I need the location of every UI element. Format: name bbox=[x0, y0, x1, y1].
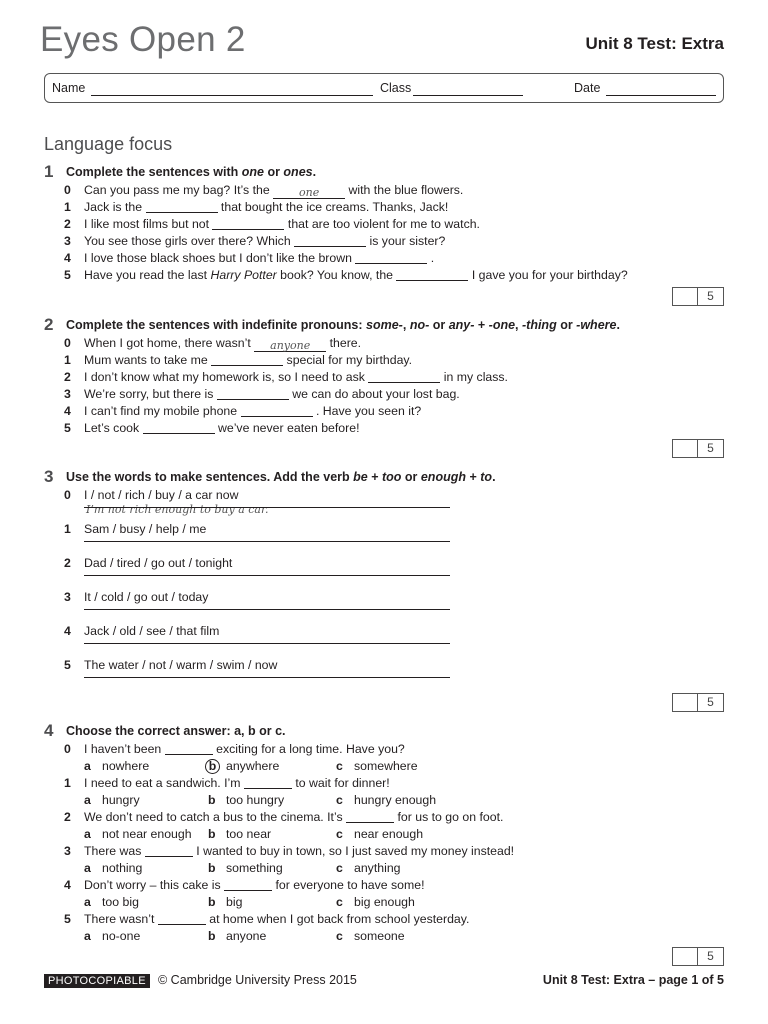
question-item: 0 Can you pass me my bag? It’s the one with the blue flowers. bbox=[64, 183, 464, 199]
answer-blank bbox=[145, 844, 193, 857]
answer-line[interactable] bbox=[84, 609, 450, 610]
option-b[interactable]: b bbox=[208, 861, 216, 875]
sentence-item: 0 I / not / rich / buy / a car now I’m not rich enough to buy a car. bbox=[44, 487, 734, 521]
date-label: Date bbox=[574, 81, 601, 95]
answer-blank bbox=[244, 776, 292, 789]
question-item: 5 There wasn’t at home when I got back from school yesterday. bbox=[64, 912, 470, 926]
score-box: 5 bbox=[672, 693, 724, 712]
option-a[interactable]: a bbox=[84, 793, 91, 807]
student-info-box bbox=[44, 73, 724, 103]
option-row: a hungry b too hungry c hungry enough bbox=[84, 793, 437, 807]
answer-blank[interactable] bbox=[211, 353, 283, 366]
sentence-item: 2 Dad / tired / go out / tonight bbox=[44, 555, 734, 589]
answer-blank[interactable] bbox=[217, 387, 289, 400]
option-b[interactable]: b bbox=[208, 895, 216, 909]
answer-line[interactable] bbox=[84, 643, 450, 644]
question-item: 3 You see those girls over there? Which is your sister? bbox=[64, 234, 446, 248]
exercise-number: 4 bbox=[44, 721, 54, 740]
option-row: a not near enough b too near c near enough bbox=[84, 827, 424, 841]
answer-blank[interactable] bbox=[355, 251, 427, 264]
exercise-2-heading bbox=[44, 315, 734, 335]
option-a[interactable]: a bbox=[84, 895, 91, 909]
option-a[interactable]: a bbox=[84, 929, 91, 943]
answer-blank[interactable] bbox=[396, 268, 468, 281]
photocopiable-badge: PHOTOCOPIABLE bbox=[44, 974, 150, 988]
exercise-instruction: Complete the sentences with one or ones. bbox=[66, 165, 317, 179]
question-item: 1 Mum wants to take me special for my birthday. bbox=[64, 353, 413, 367]
exercise-instruction: Use the words to make sentences. Add the verb be + too or enough + to. bbox=[66, 470, 496, 484]
copyright-text: © Cambridge University Press 2015 bbox=[158, 973, 357, 987]
option-c[interactable]: c bbox=[336, 895, 343, 909]
option-a[interactable]: a bbox=[84, 861, 91, 875]
name-field[interactable] bbox=[91, 95, 373, 96]
date-field[interactable] bbox=[606, 95, 716, 96]
exercise-number: 2 bbox=[44, 315, 54, 334]
name-label: Name bbox=[52, 81, 86, 95]
exercise-number: 1 bbox=[44, 162, 54, 181]
sentence-item: 1 Sam / busy / help / me bbox=[44, 521, 734, 555]
answer-line[interactable] bbox=[84, 677, 450, 678]
score-box: 5 bbox=[672, 439, 724, 458]
brand-title: Eyes Open 2 bbox=[40, 20, 246, 59]
selected-answer-circle: b bbox=[205, 759, 220, 774]
option-b[interactable]: b bbox=[208, 929, 216, 943]
answer-blank[interactable]: anyone bbox=[254, 339, 326, 352]
question-item: 4 Don’t worry – this cake is for everyone to have some! bbox=[64, 878, 425, 892]
option-row: a nowhere b anywhere c somewhere bbox=[84, 759, 418, 773]
option-a[interactable]: a bbox=[84, 759, 91, 773]
question-item: 2 I don’t know what my homework is, so I need to ask in my class. bbox=[64, 370, 508, 384]
exercise-instruction: Complete the sentences with indefinite pronouns: some-, no- or any- + -one, -thing or -where. bbox=[66, 318, 620, 332]
option-a[interactable]: a bbox=[84, 827, 91, 841]
option-row: a too big b big c big enough bbox=[84, 895, 415, 909]
question-item: 1 I need to eat a sandwich. I’m to wait for dinner! bbox=[64, 776, 390, 790]
sentence-item: 3 It / cold / go out / today bbox=[44, 589, 734, 623]
question-item: 2 We don’t need to catch a bus to the cinema. It’s for us to go on foot. bbox=[64, 810, 504, 824]
option-c[interactable]: c bbox=[336, 827, 343, 841]
exercise-1-heading bbox=[44, 162, 734, 182]
section-title: Language focus bbox=[44, 134, 173, 154]
exercise-number: 3 bbox=[44, 467, 54, 486]
question-item: 4 I can’t find my mobile phone . Have you seen it? bbox=[64, 404, 422, 418]
option-c[interactable]: c bbox=[336, 929, 343, 943]
question-item: 3 We’re sorry, but there is we can do about your lost bag. bbox=[64, 387, 460, 401]
question-item: 4 I love those black shoes but I don’t like the brown . bbox=[64, 251, 435, 265]
option-b[interactable] bbox=[208, 759, 220, 774]
option-c[interactable]: c bbox=[336, 861, 343, 875]
option-row: a no-one b anyone c someone bbox=[84, 929, 405, 943]
question-item: 2 I like most films but not that are too violent for me to watch. bbox=[64, 217, 480, 231]
exercise-4-heading bbox=[44, 721, 734, 741]
answer-text: I’m not rich enough to buy a car. bbox=[86, 503, 269, 516]
sentence-item: 4 Jack / old / see / that film bbox=[44, 623, 734, 657]
question-item: 1 Jack is the that bought the ice creams. Thanks, Jack! bbox=[64, 200, 449, 214]
score-box: 5 bbox=[672, 287, 724, 306]
exercise-3-heading bbox=[44, 467, 734, 487]
exercise-1 bbox=[44, 162, 734, 284]
answer-line[interactable] bbox=[84, 507, 450, 508]
question-item: 0 I haven’t been exciting for a long time. Have you? bbox=[64, 742, 405, 756]
score-box: 5 bbox=[672, 947, 724, 966]
option-b[interactable]: b bbox=[208, 827, 216, 841]
question-item: 0 When I got home, there wasn’t anyone there. bbox=[64, 336, 362, 352]
option-c[interactable]: c bbox=[336, 793, 343, 807]
answer-blank bbox=[165, 742, 213, 755]
option-row: a nothing b something c anything bbox=[84, 861, 401, 875]
exercise-3 bbox=[44, 467, 734, 691]
answer-blank bbox=[224, 878, 272, 891]
answer-blank[interactable]: one bbox=[273, 186, 345, 199]
answer-blank[interactable] bbox=[241, 404, 313, 417]
answer-blank[interactable] bbox=[294, 234, 366, 247]
answer-line[interactable] bbox=[84, 575, 450, 576]
class-label: Class bbox=[380, 81, 412, 95]
answer-blank bbox=[158, 912, 206, 925]
option-c[interactable]: c bbox=[336, 759, 343, 773]
page-number: Unit 8 Test: Extra – page 1 of 5 bbox=[542, 973, 724, 987]
answer-blank[interactable] bbox=[146, 200, 218, 213]
answer-blank[interactable] bbox=[368, 370, 440, 383]
question-item: 5 Have you read the last Harry Potter book? You know, the I gave you for your birthday? bbox=[64, 268, 628, 282]
question-item: 5 Let’s cook we’ve never eaten before! bbox=[64, 421, 360, 435]
option-b[interactable]: b bbox=[208, 793, 216, 807]
sentence-item: 5 The water / not / warm / swim / now bbox=[44, 657, 734, 691]
answer-blank[interactable] bbox=[143, 421, 215, 434]
answer-blank bbox=[346, 810, 394, 823]
exercise-4 bbox=[44, 721, 734, 945]
test-title: Unit 8 Test: Extra bbox=[585, 34, 724, 53]
exercise-2 bbox=[44, 315, 734, 437]
answer-line[interactable] bbox=[84, 541, 450, 542]
answer-blank[interactable] bbox=[212, 217, 284, 230]
class-field[interactable] bbox=[413, 95, 523, 96]
question-item: 3 There was I wanted to buy in town, so I just saved my money instead! bbox=[64, 844, 515, 858]
exercise-instruction: Choose the correct answer: a, b or c. bbox=[66, 724, 286, 738]
